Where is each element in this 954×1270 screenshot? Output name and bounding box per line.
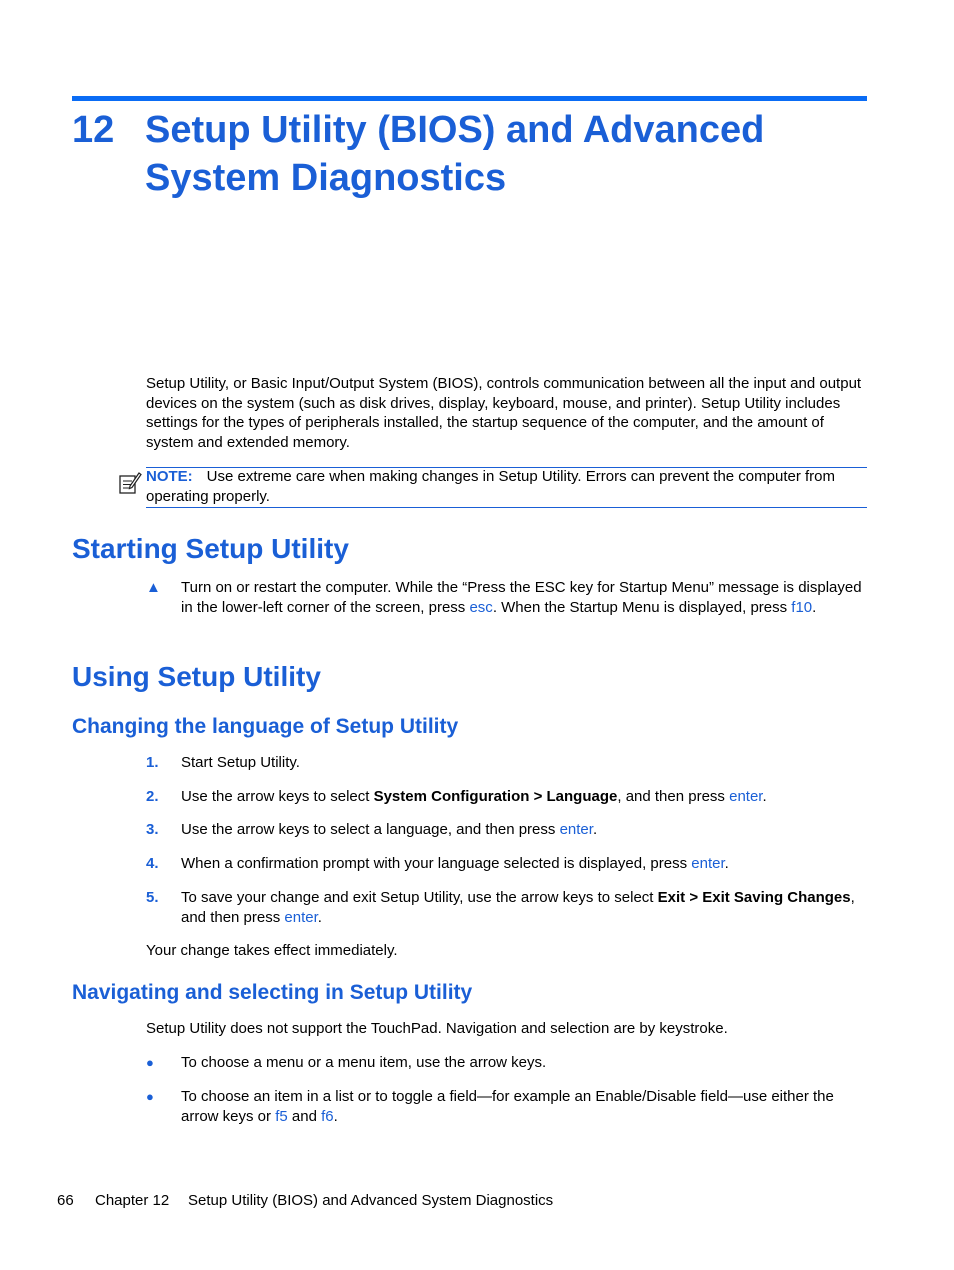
note-label: NOTE: bbox=[146, 468, 193, 485]
key-enter: enter bbox=[691, 855, 725, 872]
chapter-number: 12 bbox=[72, 109, 115, 151]
footer-chapter-title: Setup Utility (BIOS) and Advanced System Diagnostics bbox=[188, 1192, 554, 1209]
heading-starting-setup: Starting Setup Utility bbox=[72, 533, 349, 564]
note-pencil-icon bbox=[118, 471, 142, 495]
triangle-bullet-icon: ▲ bbox=[146, 579, 161, 596]
note-box bbox=[146, 467, 864, 507]
starting-step-text: Turn on or restart the computer. While the “Press the ESC key for Startup Menu” message is displayed in the lower-left corner of the screen, press esc. When the Startup Menu is displayed, press f10. bbox=[181, 579, 862, 616]
key-esc: esc bbox=[469, 598, 493, 616]
key-f10: f10 bbox=[791, 598, 813, 616]
chapter-top-rule bbox=[72, 96, 867, 101]
key-enter: enter bbox=[559, 821, 593, 838]
chapter-title-text: Setup Utility (BIOS) and Advanced System Diagnostics bbox=[145, 109, 765, 199]
key-enter: enter bbox=[284, 908, 318, 926]
key-f6: f6 bbox=[321, 1107, 334, 1125]
footer-page-number: 66 bbox=[57, 1192, 74, 1209]
bullet-icon: ● bbox=[146, 1089, 154, 1104]
key-f5: f5 bbox=[275, 1107, 288, 1125]
key-enter: enter bbox=[729, 788, 763, 805]
navigating-intro: Setup Utility does not support the TouchPad. Navigation and selection are by keystroke. bbox=[146, 1020, 728, 1037]
heading-using-setup: Using Setup Utility bbox=[72, 661, 321, 692]
intro-paragraph: Setup Utility, or Basic Input/Output System (BIOS), controls communication between all the input and output devices on the system (such as disk drives, display, keyboard, mouse, and printer). Setup Utility includes settings for the types of peripherals installed, the startup sequence of the computer, and the amount of system and extended memory. bbox=[146, 375, 862, 451]
heading-navigating: Navigating and selecting in Setup Utility bbox=[72, 981, 473, 1004]
note-bottom-rule bbox=[146, 507, 867, 508]
heading-changing-language: Changing the language of Setup Utility bbox=[72, 715, 459, 738]
bullet-icon: ● bbox=[146, 1055, 154, 1070]
footer-chapter-label: Chapter 12 bbox=[95, 1192, 170, 1209]
language-conclusion: Your change takes effect immediately. bbox=[146, 942, 398, 959]
note-text: Use extreme care when making changes in Setup Utility. Errors can prevent the computer from operating properly. bbox=[146, 468, 836, 505]
